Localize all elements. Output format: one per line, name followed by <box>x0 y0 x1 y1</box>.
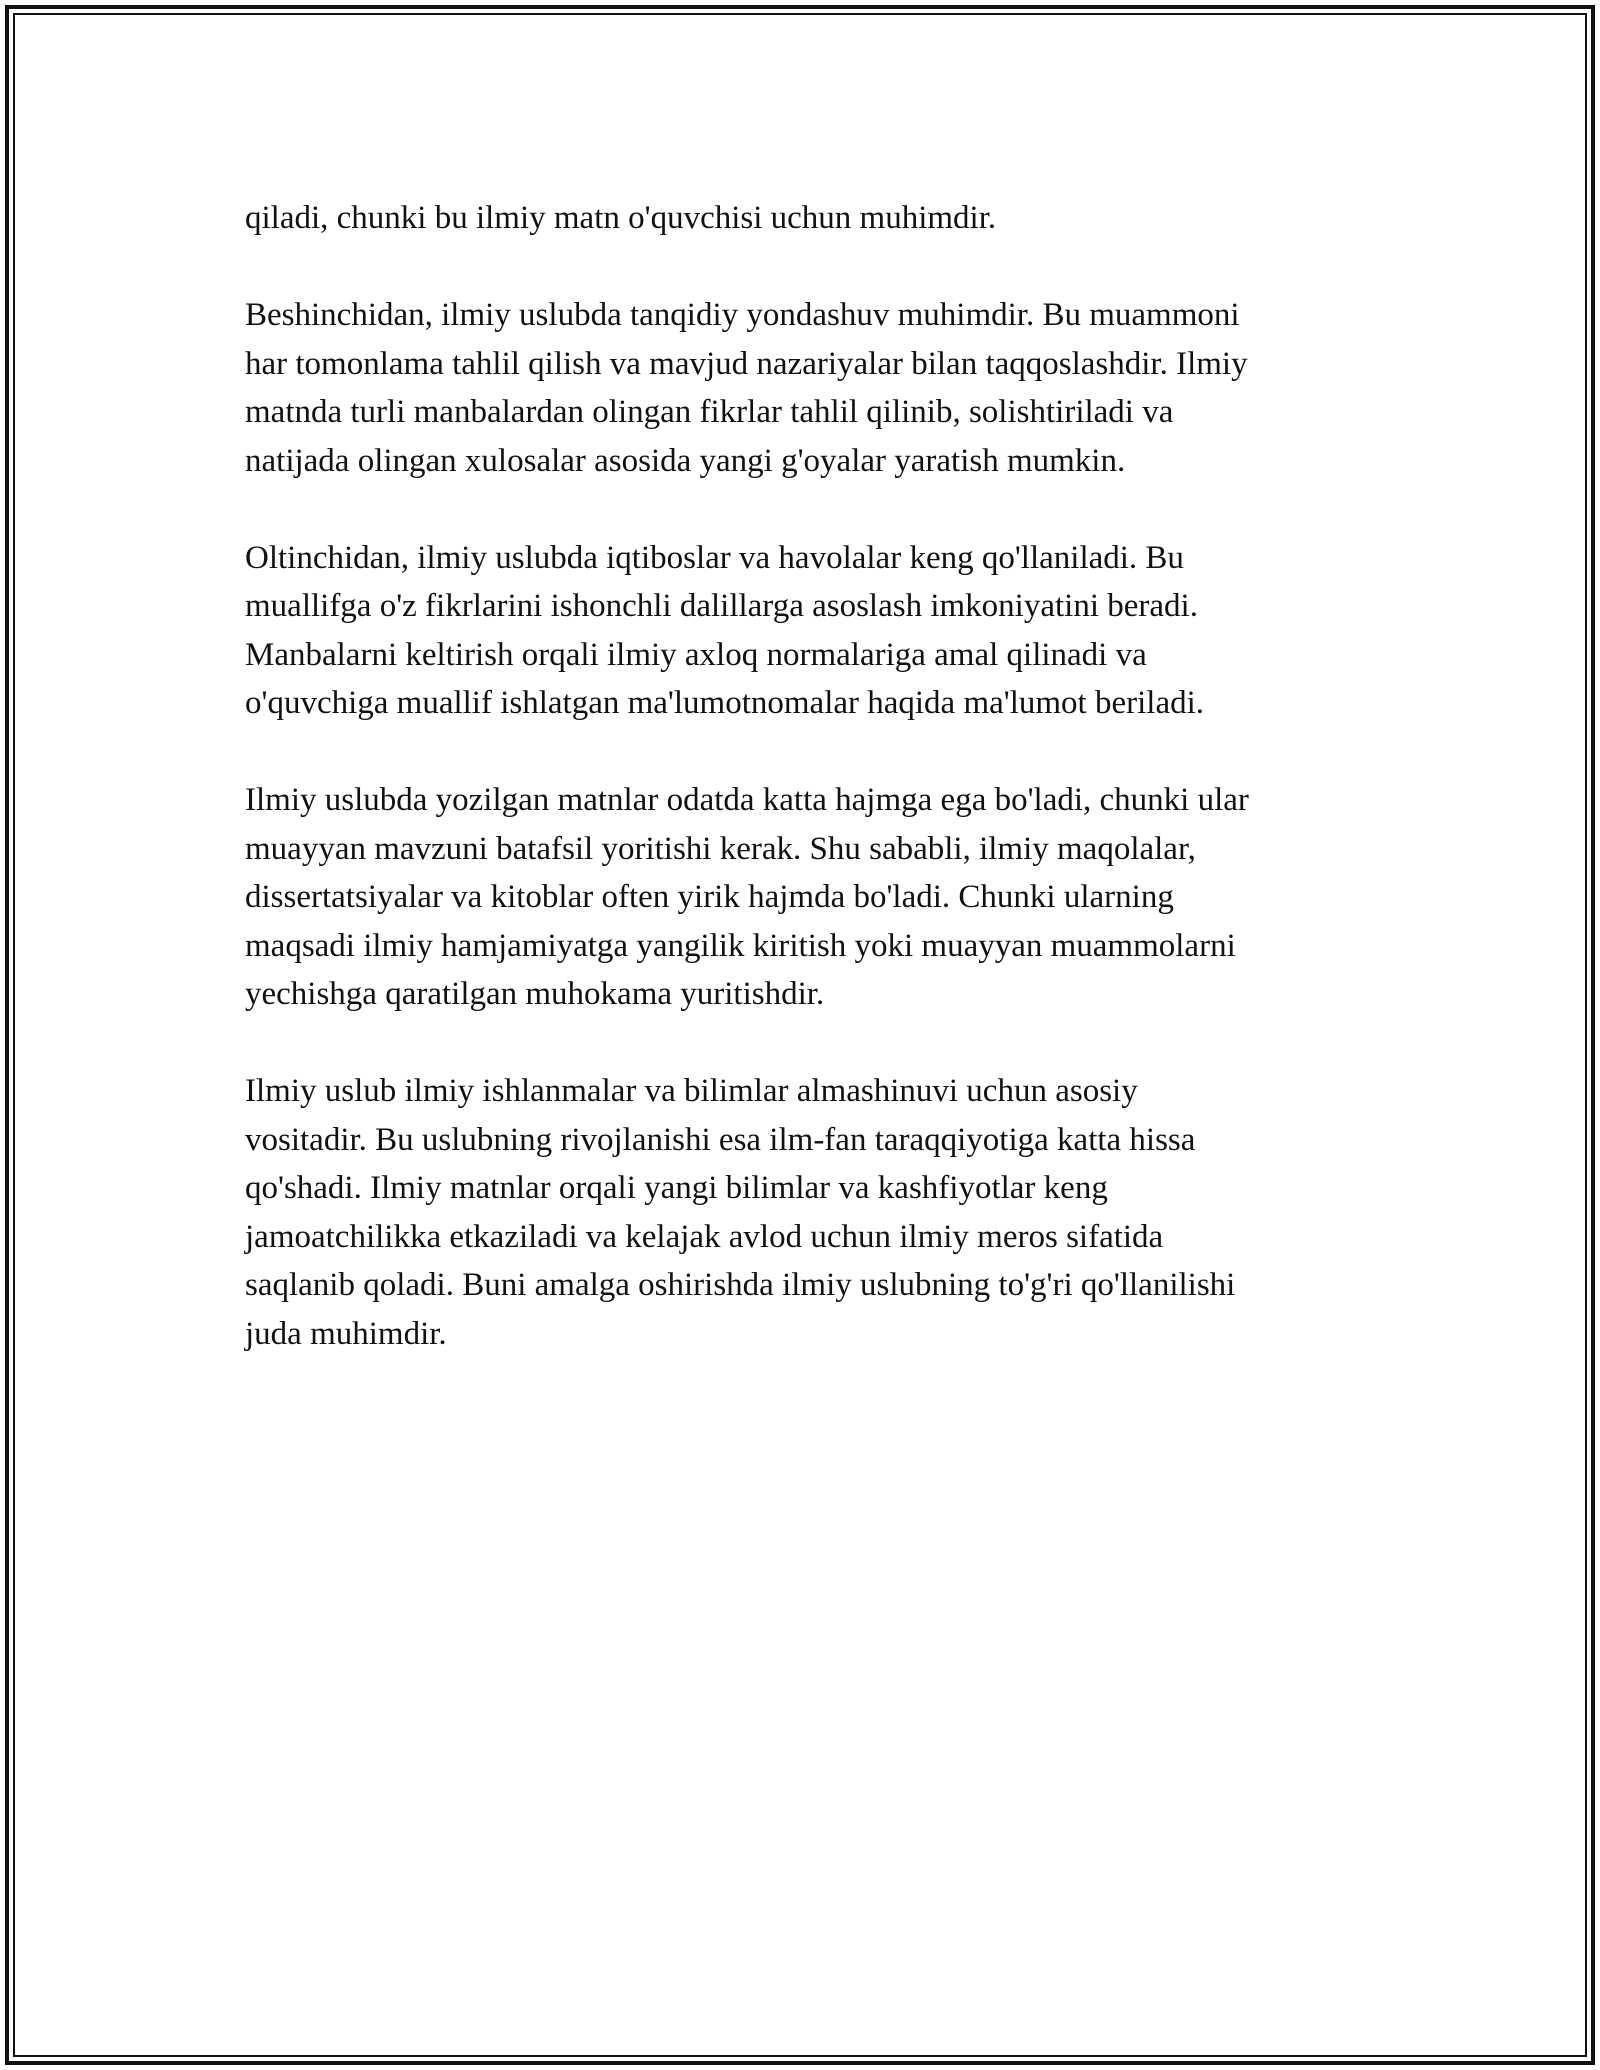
paragraph-continuation: qiladi, chunki bu ilmiy matn o'quvchisi uchun muhimdir. <box>245 200 997 236</box>
paragraph-conclusion: Ilmiy uslub ilmiy ishlanmalar va bilimlar almashinuvi uchun asosiy vositadir. Bu uslubning rivojlanishi esa ilm-fan taraqqiyotiga katta hissa qo'shadi. Ilmiy matnlar orqali yangi bilimlar va kashfiyotlar keng jamoatchilikka etkaziladi va kelajak avlod uchun ilmiy meros sifatida saqlanib qoladi. Buni amalga oshirishda ilmiy uslubning to'g'ri qo'llanilishi juda muhimdir. <box>245 1073 1236 1352</box>
paragraph-citations: Oltinchidan, ilmiy uslubda iqtiboslar va havolalar keng qo'llaniladi. Bu muallifga o'z fikrlarini ishonchli dalillarga asoslash imkoniyatini beradi. Manbalarni keltirish orqali ilmiy axloq normalariga amal qilinadi va o'quvchiga muallif ishlatgan ma'lumotnomalar haqida ma'lumot beriladi. <box>245 539 1205 721</box>
paragraph-critical-approach: Beshinchidan, ilmiy uslubda tanqidiy yondashuv muhimdir. Bu muammoni har tomonlama tahlil qilish va mavjud nazariyalar bilan taqqoslashdir. Ilmiy matnda turli manbalardan olingan fikrlar tahlil qilinib, solishtiriladi va natijada olingan xulosalar asosida yangi g'oyalar yaratish mumkin. <box>245 297 1248 479</box>
document-body <box>245 194 1385 1407</box>
page-frame <box>5 5 1595 2065</box>
paragraph-text-volume: Ilmiy uslubda yozilgan matnlar odatda katta hajmga ega bo'ladi, chunki ular muayyan mavzuni batafsil yoritishi kerak. Shu sababli, ilmiy maqolalar, dissertatsiyalar va kitoblar often yirik hajmda bo'ladi. Chunki ularning maqsadi ilmiy hamjamiyatga yangilik kiritish yoki muayyan muammolarni yechishga qaratilgan muhokama yuritishdir. <box>245 782 1249 1012</box>
